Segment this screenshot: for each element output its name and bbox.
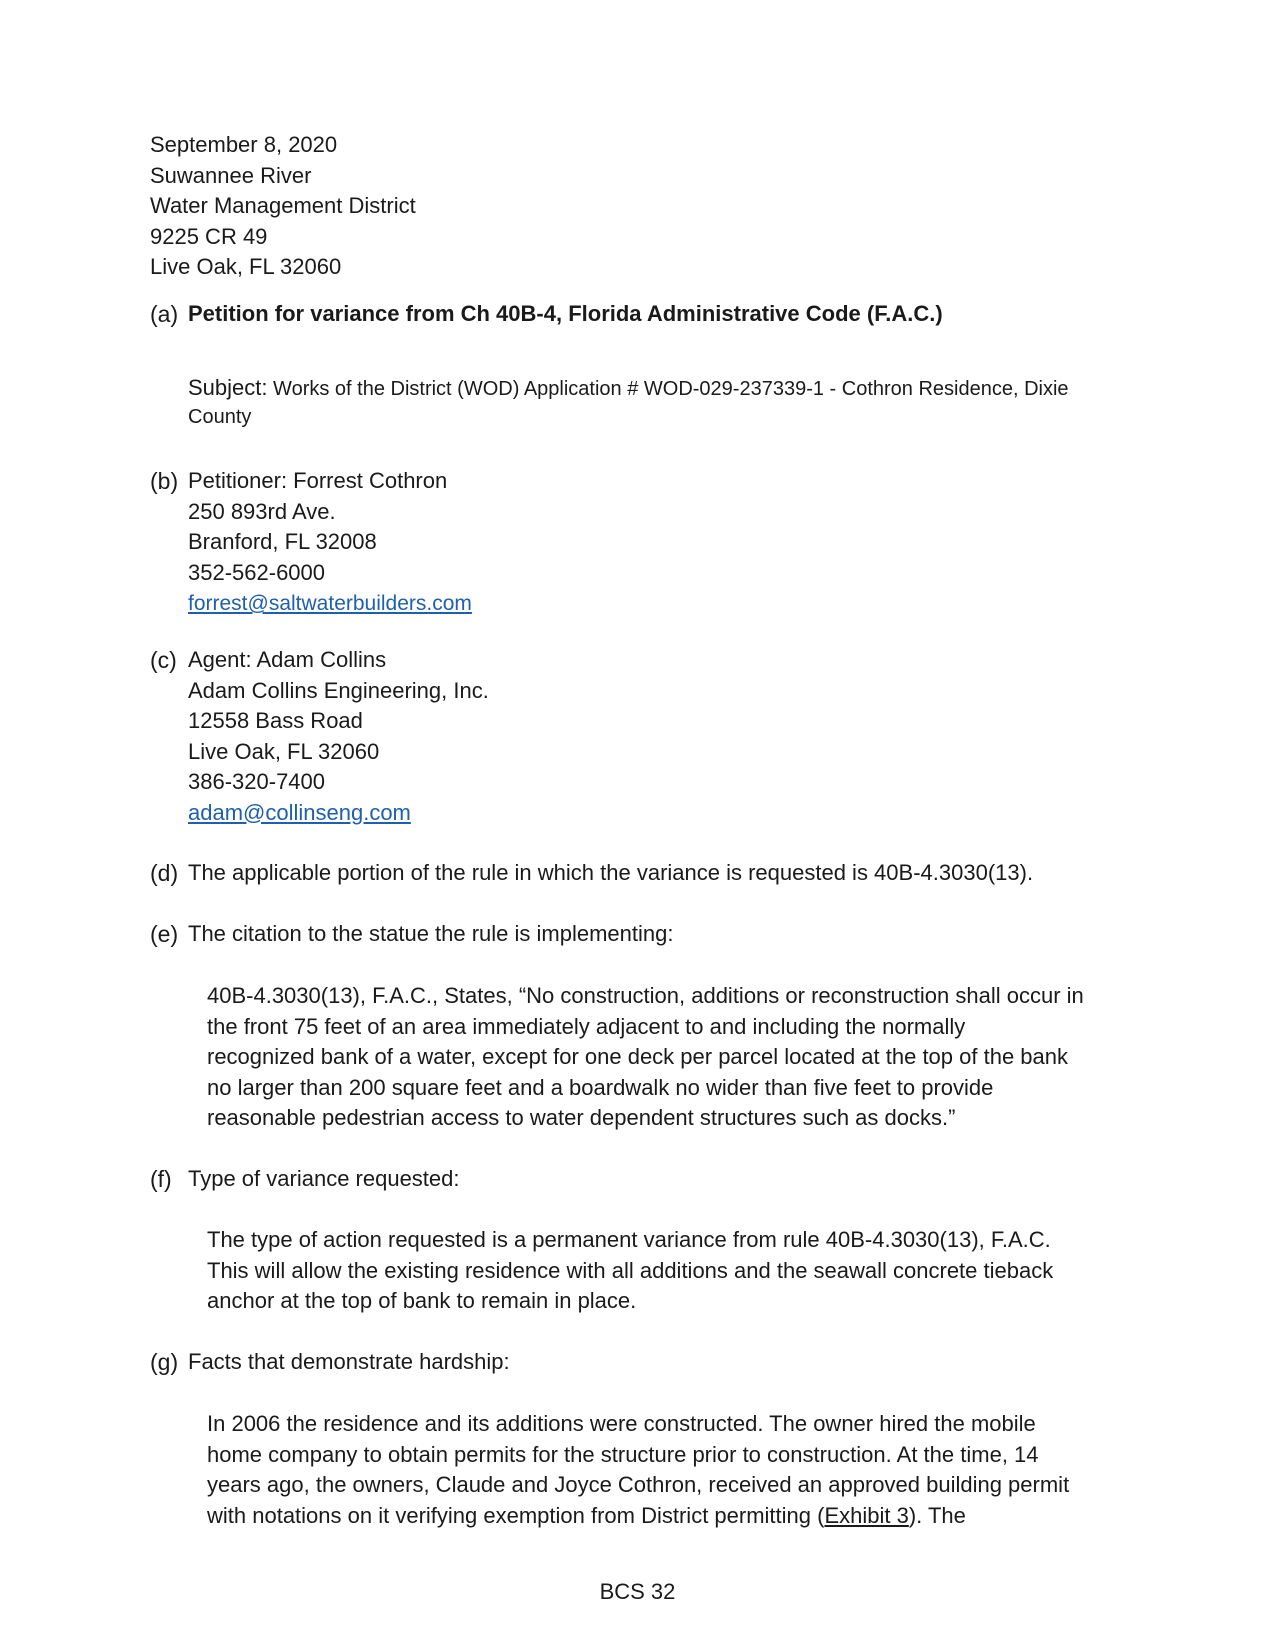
paragraph-line — [207, 1501, 1137, 1532]
hardship-heading: Facts that demonstrate hardship: — [188, 1349, 510, 1374]
address-block — [150, 130, 416, 283]
section-a — [150, 299, 1150, 330]
section-marker: (a) — [150, 301, 179, 327]
page-footer: BCS 32 — [599, 1579, 676, 1604]
section-g — [150, 1347, 1150, 1378]
section-marker: (c) — [150, 647, 177, 673]
agent-company: Adam Collins Engineering, Inc. — [188, 677, 489, 703]
subject-paragraph — [188, 374, 1128, 431]
paragraph-line: In 2006 the residence and its additions were constructed. The owner hired the mobile — [207, 1411, 1036, 1436]
address-line: 9225 CR 49 — [150, 223, 268, 249]
section-d — [150, 858, 1150, 889]
section-marker: (g) — [150, 1349, 179, 1375]
paragraph-text: ). The — [908, 1502, 966, 1528]
agent-city: Live Oak, FL 32060 — [188, 738, 380, 764]
agent-name: Agent: Adam Collins — [188, 647, 387, 672]
quote-line: reasonable pedestrian access to water dependent structures such as docks.” — [207, 1105, 956, 1130]
petitioner-city: Branford, FL 32008 — [188, 529, 377, 554]
section-marker: (b) — [150, 468, 179, 494]
section-marker: (e) — [150, 921, 179, 947]
exhibit-3-reference: Exhibit 3 — [824, 1502, 909, 1528]
section-marker: (f) — [150, 1166, 172, 1192]
section-c — [150, 645, 1150, 828]
petitioner-name: Petitioner: Forrest Cothron — [188, 468, 448, 493]
address-line: Live Oak, FL 32060 — [150, 254, 342, 279]
petitioner-email-link[interactable]: forrest@saltwaterbuilders.com — [188, 592, 472, 615]
section-marker: (d) — [150, 860, 179, 886]
section-f — [150, 1164, 1150, 1195]
paragraph-line: The type of action requested is a permanent variance from rule 40B-4.3030(13), F.A.C. — [207, 1227, 1051, 1252]
petitioner-phone: 352-562-6000 — [188, 559, 326, 585]
hardship-paragraph — [207, 1409, 1137, 1531]
quote-line: recognized bank of a water, except for one deck per parcel located at the top of the bank — [207, 1044, 1068, 1069]
letter-date: September 8, 2020 — [150, 132, 338, 157]
paragraph-line: home company to obtain permits for the structure prior to construction. At the time, 14 — [207, 1441, 1039, 1467]
section-e — [150, 919, 1150, 950]
paragraph-line: This will allow the existing residence with all additions and the seawall concrete tieback — [207, 1257, 1054, 1283]
petitioner-address: 250 893rd Ave. — [188, 498, 336, 524]
section-b — [150, 466, 1150, 620]
recipient-line: Suwannee River — [150, 162, 312, 188]
subject-text: Works of the District (WOD) Application # WOD-029-237339-1 - Cothron Residence, Dixie County — [188, 378, 1069, 428]
recipient-line: Water Management District — [150, 193, 416, 218]
agent-phone: 386-320-7400 — [188, 769, 326, 794]
agent-address: 12558 Bass Road — [188, 708, 363, 733]
quote-line: 40B-4.3030(13), F.A.C., States, “No construction, additions or reconstruction shall occur in — [207, 983, 1084, 1008]
paragraph-line: anchor at the top of bank to remain in place. — [207, 1288, 637, 1313]
petition-title: Petition for variance from Ch 40B-4, Florida Administrative Code (F.A.C.) — [188, 301, 943, 326]
subject-label: Subject: — [188, 375, 268, 400]
paragraph-text: with notations on it verifying exemption from District permitting ( — [207, 1502, 825, 1528]
agent-email-link[interactable]: adam@collinseng.com — [188, 799, 411, 825]
paragraph-line: years ago, the owners, Claude and Joyce Cothron, received an approved building permit — [207, 1472, 1070, 1497]
rule-quote — [207, 981, 1137, 1134]
variance-type-paragraph — [207, 1225, 1137, 1317]
rule-portion-text: The applicable portion of the rule in which the variance is requested is 40B-4.3030(13). — [188, 860, 1034, 885]
variance-type-heading: Type of variance requested: — [188, 1166, 460, 1191]
quote-line: no larger than 200 square feet and a boardwalk no wider than five feet to provide — [207, 1074, 994, 1100]
citation-intro: The citation to the statue the rule is implementing: — [188, 921, 674, 946]
quote-line: the front 75 feet of an area immediately adjacent to and including the normally — [207, 1013, 966, 1039]
